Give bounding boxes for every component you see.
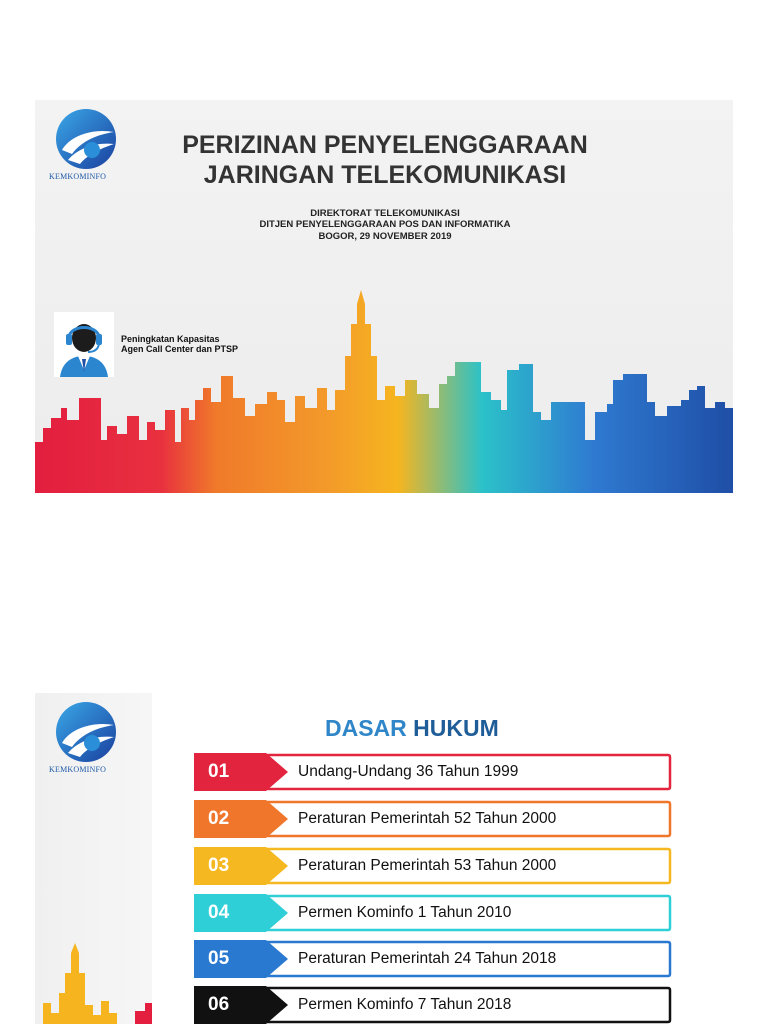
- law-item: [194, 847, 672, 885]
- logo-text: KEMKOMINFO: [49, 765, 107, 774]
- law-item-label: Peraturan Pemerintah 53 Tahun 2000: [298, 857, 557, 874]
- law-item-number: 04: [194, 894, 260, 932]
- law-item: [194, 940, 672, 978]
- side-panel: [35, 693, 152, 1024]
- subtitle-line1: DIREKTORAT TELEKOMUNIKASI: [310, 208, 460, 219]
- law-item: [194, 986, 672, 1024]
- law-item: [194, 894, 672, 932]
- kemkominfo-logo-icon: [48, 106, 124, 172]
- law-item-number: 05: [194, 940, 260, 978]
- agent-caption-line2: Agen Call Center dan PTSP: [121, 344, 239, 354]
- law-item-label: Permen Kominfo 1 Tahun 2010: [298, 904, 512, 921]
- agent-caption-line1: Peningkatan Kapasitas: [121, 334, 220, 344]
- law-item: [194, 800, 672, 838]
- side-skyline: [35, 943, 152, 1024]
- logo-text: KEMKOMINFO: [49, 172, 107, 181]
- dasar-hukum-slide: [35, 693, 733, 1024]
- slide-title-line2: JARINGAN TELEKOMUNIKASI: [203, 161, 567, 189]
- law-item-number: 01: [194, 753, 260, 791]
- law-item-label: Peraturan Pemerintah 52 Tahun 2000: [298, 810, 557, 827]
- city-skyline: [35, 290, 733, 493]
- kemkominfo-logo-icon: [48, 699, 124, 765]
- subtitle-line3: BOGOR, 29 NOVEMBER 2019: [318, 231, 452, 242]
- law-item: [194, 753, 672, 791]
- law-item-number: 03: [194, 847, 260, 885]
- law-item-label: Peraturan Pemerintah 24 Tahun 2018: [298, 950, 557, 967]
- title-slide: [35, 100, 733, 493]
- section-title-part1: DASAR: [325, 715, 407, 741]
- section-title-part2: HUKUM: [413, 715, 499, 741]
- subtitle-line2: DITJEN PENYELENGGARAAN POS DAN INFORMATIKA: [259, 219, 511, 230]
- law-item-label: Permen Kominfo 7 Tahun 2018: [298, 996, 512, 1013]
- law-item-number: 06: [194, 986, 260, 1024]
- section-title: [325, 715, 499, 742]
- law-item-label: Undang-Undang 36 Tahun 1999: [298, 763, 519, 780]
- slide-title-line1: PERIZINAN PENYELENGGARAAN: [182, 131, 588, 159]
- law-item-number: 02: [194, 800, 260, 838]
